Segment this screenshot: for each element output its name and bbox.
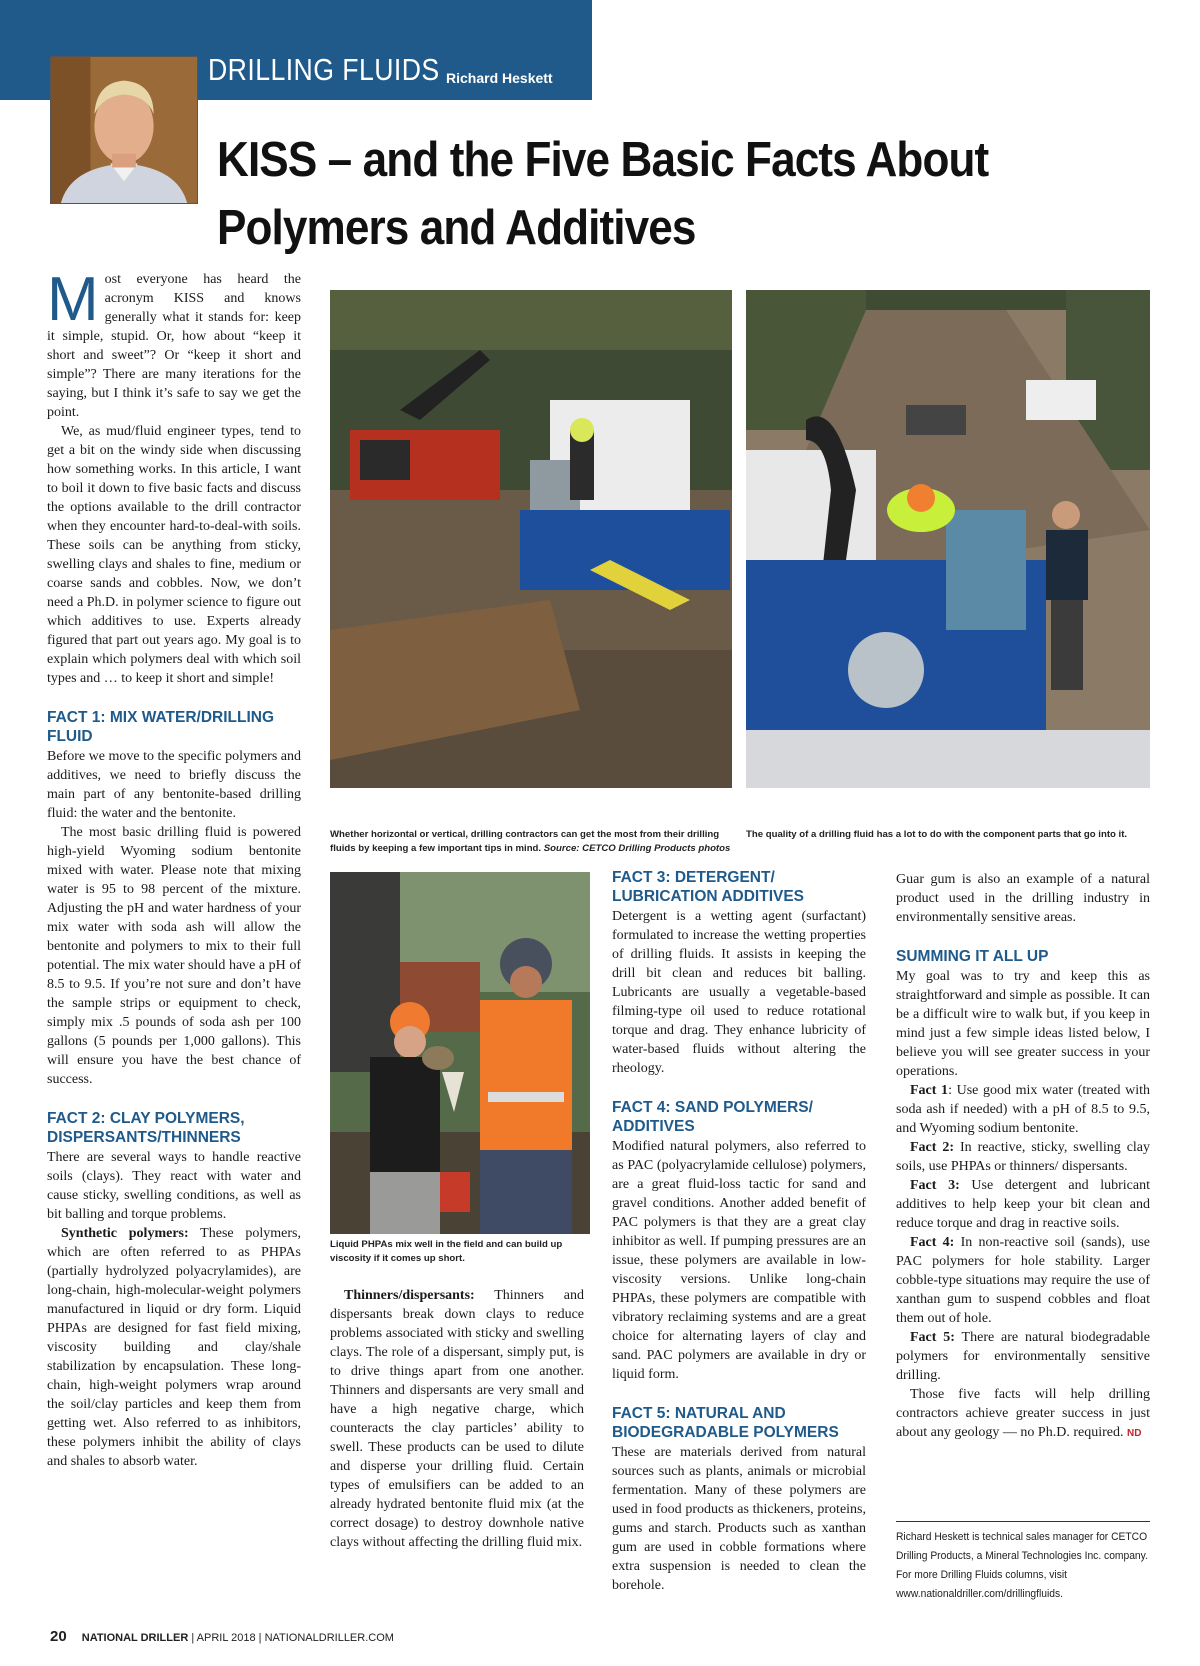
fact1-paragraph-1: Before we move to the specific polymers and additives, we need to briefly discuss the main part of any bentonite-based drilling fluid: the water and the bentonite.: [47, 749, 301, 821]
caption-photo-3: Liquid PHPAs mix well in the field and can build up viscosity if it comes up short.: [330, 1239, 563, 1264]
column-1: [47, 265, 301, 1471]
page-number: 20: [50, 1628, 67, 1645]
intro-paragraph-1: Most everyone has heard the acronym KISS and knows generally what it stands for: keep it simple, stupid. Or, how about “keep it short and sweet”? Or “keep it short and simple”? There are many iterations for the saying, but I think it’s safe to say we get the point.: [47, 265, 301, 420]
photo-drilling-rig: [330, 290, 732, 788]
fact1-paragraph-2: The most basic drilling fluid is powered high-yield Wyoming sodium bentonite mixed with water. Please note that mixing water is 95 to 98 percent of the mixture. Adjusting the pH and water hardness of your mix water with soda ash will allow the bentonite and polymers to mix to their full potential. The mix water should have a pH of 8.5 to 9.5. If you’re not sure and don’t have the sample strips or equipment to check, simply mix .5 pounds of soda ash per 100 gallons (5 pounds per 1,000 gallons). This will ensure you have the best chance of success.: [47, 825, 301, 1087]
author-bio: Richard Heskett is technical sales manager for CETCO Drilling Products, a Mineral Technologies Inc. company. For more Drilling Fluids columns, visit www.nationaldriller.com/drillingfluids.: [896, 1531, 1148, 1600]
summary-fact-3: Fact 3: Use detergent and lubricant additives to help keep your bit clean and reduce torque and drag in reactive soils.: [896, 1178, 1151, 1231]
photo-source-credit: Source: CETCO Drilling Products photos: [543, 843, 731, 854]
drop-cap: M: [47, 265, 99, 334]
fact2-paragraph-1: There are several ways to handle reactive soils (clays). They react with water and cause sticky, swelling conditions, as well as bit balling and torque problems.: [47, 1150, 301, 1222]
caption-photo-2: The quality of a drilling fluid has a lot to do with the component parts that go into it.: [746, 829, 1128, 840]
column-4: [896, 870, 1150, 1443]
fact4-paragraph: Modified natural polymers, also referred to as PAC (polyacrylamide cellulose) polymers, are a great fluid-loss tactic for sand and gravel conditions. Another added benefit of PAC polymers is that they are a great clay inhibitor as well. If pumping pressures are an issue, these polymers are available in low-viscosity versions. Unlike long-chain PHPAs, these polymers are compatible with vibratory reclaiming systems and are a great choice for alternating layers of clay and sand. PAC polymers are available in dry or liquid form.: [612, 1139, 866, 1382]
end-mark: ND: [1126, 1428, 1142, 1439]
column-2: [330, 1286, 584, 1552]
column-3: [612, 868, 866, 1595]
article-headline: KISS – and the Five Basic Facts About Polymers and Additives: [217, 133, 989, 255]
author-name: Richard Heskett: [446, 70, 553, 86]
fact4-heading: FACT 4: SAND POLYMERS/ ADDITIVES: [612, 1099, 813, 1135]
photo-field-mixing: [330, 872, 590, 1234]
fact1-heading: FACT 1: MIX WATER/DRILLING FLUID: [47, 709, 275, 745]
author-portrait: [50, 56, 198, 204]
bio-divider: [896, 1521, 1150, 1522]
issue-date: APRIL 2018: [196, 1632, 256, 1644]
page-footer: 20 NATIONAL DRILLER | APRIL 2018 | NATIONALDRILLER.COM: [50, 1628, 394, 1645]
summary-fact-1: Fact 1: Use good mix water (treated with soda ash if needed) with a pH of 8.5 to 9.5, and Wyoming sodium bentonite.: [896, 1083, 1150, 1136]
thinners-paragraph: Thinners/dispersants: Thinners and dispersants break down clays to reduce problems associated with sticky and swelling clays. The role of a dispersant, simply put, is to drive things apart from one another. Thinners and dispersants are very small and have a high negative charge, which counteracts the clay particles’ ability to swell. These products can be used to dilute and disperse your drilling fluid. Certain types of emulsifiers can be added to an already hydrated bentonite fluid mix (at the correct dosage) to destroy downhole native clays without affecting the drilling fluid mix.: [330, 1288, 584, 1550]
caption-photo-1: Whether horizontal or vertical, drilling contractors can get the most from their drilling fluids by keeping a few important tips in mind. Source: CETCO Drilling Products photos: [330, 829, 731, 854]
intro-paragraph-2: We, as mud/fluid engineer types, tend to get a bit on the windy side when discussing how something works. In this article, I want to boil it down to five basic facts and discuss the options available to the drill contractor when they encounter hard-to-deal-with soils. These soils can be anything from sticky, swelling clays and shales to fine, medium or coarse sands and cobbles. Now, we don’t need a Ph.D. in polymer science to figure out which additives to use. Experts already figured that part out years ago. My goal is to explain which polymers deal with which soil types and … to keep it short and simple!: [47, 424, 301, 686]
fact3-paragraph: Detergent is a wetting agent (surfactant) formulated to increase the wetting properties of drilling fluids. It assists in keeping the drill bit clean and reduces bit balling. Lubricants are usually a vegetable-based filming-type oil used to reduce rotational torque and drag. They enhance lubricity of water-based fluids without altering the rheology.: [612, 909, 866, 1076]
site-url: NATIONALDRILLER.COM: [264, 1632, 394, 1644]
guar-gum-paragraph: Guar gum is also an example of a natural product used in the drilling industry in environmentally sensitive areas.: [896, 872, 1150, 925]
fact2-paragraph-2: Synthetic polymers: These polymers, which are often referred to as PHPAs (partially hydrolyzed polyacrylamides), are long-chain, high-molecular-weight polymers manufactured in liquid or dry form. Liquid PHPAs are designed for fast field mixing, viscosity building and clay/shale stabilization by encapsulation. These long-chain, high-weight polymers wrap around the soil/clay particles and keep them from getting wet. Also referred to as inhibitors, these polymers inhibit the ability of clays and shales to absorb water.: [47, 1226, 301, 1469]
fact5-paragraph: These are materials derived from natural sources such as plants, animals or microbial fermentation. Many of these polymers are used in food products as thickeners, proteins, gums and starch. Products such as xanthan gum are used in cobble formations where extra suspension is needed to clean the borehole.: [612, 1445, 866, 1593]
fact2-heading: FACT 2: CLAY POLYMERS, DISPERSANTS/THINNERS: [47, 1110, 245, 1146]
summary-fact-5: Fact 5: There are natural biodegradable polymers for environmentally sensitive drilling.: [896, 1330, 1150, 1383]
fact5-heading: FACT 5: NATURAL AND BIODEGRADABLE POLYMERS: [612, 1405, 839, 1441]
photo-mixing-system: [746, 290, 1150, 788]
fact3-heading: FACT 3: DETERGENT/ LUBRICATION ADDITIVES: [612, 869, 805, 905]
summary-fact-4: Fact 4: In non-reactive soil (sands), use PAC polymers for hole stability. Larger cobble-type situations may require the use of xanthan gum to suspend cobbles and float them out of hole.: [896, 1235, 1150, 1326]
section-label: DRILLING FLUIDS: [208, 52, 440, 87]
synthetic-polymers-lead: Synthetic polymers:: [61, 1226, 189, 1241]
summing-paragraph: My goal was to try and keep this as straightforward and simple as possible. It can be a difficult wire to walk but, if you keep in mind just a few simple ideas listed below, I believe you will see greater success in your operations.: [896, 969, 1150, 1079]
publication-name: NATIONAL DRILLER: [81, 1632, 189, 1644]
closing-paragraph: Those five facts will help drilling contractors achieve greater success in just about any geology — no Ph.D. required. ND: [896, 1387, 1150, 1440]
thinners-lead: Thinners/dispersants:: [344, 1288, 475, 1303]
summary-fact-2: Fact 2: In reactive, sticky, swelling clay soils, use PHPAs or thinners/ dispersants.: [896, 1140, 1151, 1174]
summing-heading: SUMMING IT ALL UP: [896, 948, 1049, 965]
